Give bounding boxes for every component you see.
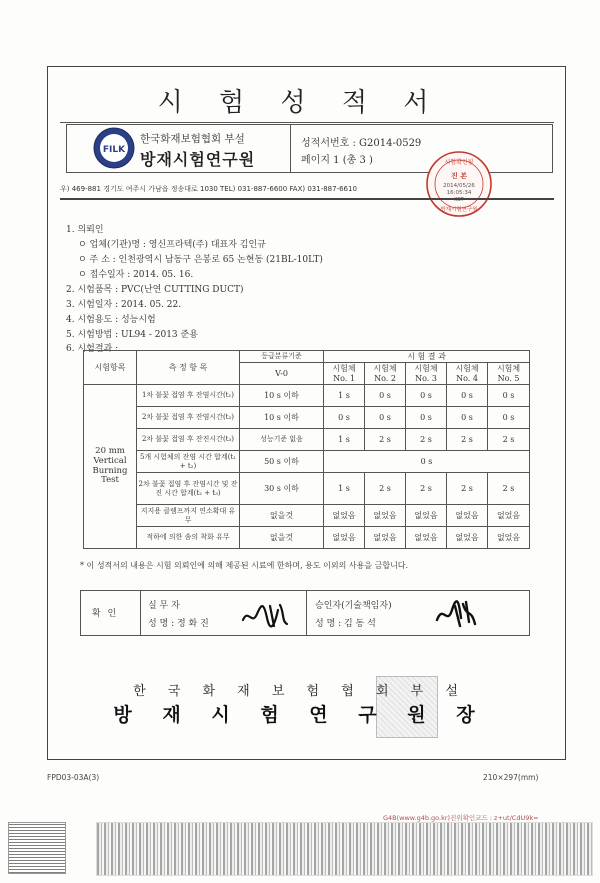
client-company: ㅇ 업체(기관)명 : 영신프라텍(주) 대표자 김인규 xyxy=(78,240,266,250)
result-cell: 0 s xyxy=(406,385,447,407)
seal-bottom-text: 방재시험연구원 xyxy=(440,207,478,213)
results-table xyxy=(83,350,530,549)
table-row xyxy=(84,429,530,451)
result-cell: 2 s xyxy=(488,429,530,451)
result-cell: 2 s xyxy=(447,429,488,451)
result-cell: 2 s xyxy=(365,429,406,451)
criterion-cell: 없을것 xyxy=(240,527,324,549)
table-row xyxy=(84,385,530,407)
table-row xyxy=(84,527,530,549)
measure-cell: 2차 불꽃 접염 후 잔염시간 및 잔진 시간 합계(t₂ + t₃) xyxy=(137,473,240,505)
result-cell: 0 s xyxy=(365,407,406,429)
result-cell: 없었음 xyxy=(447,505,488,527)
result-cell: 2 s xyxy=(488,473,530,505)
result-cell: 없었음 xyxy=(365,527,406,549)
section-method: 5. 시험방법 : UL94 - 2013 준용 xyxy=(66,330,198,340)
practitioner-label: 실 무 자 xyxy=(148,601,180,611)
header-grade-v0: V-0 xyxy=(240,363,324,385)
header-test-item: 시험항목 xyxy=(84,351,137,385)
barcode-2d-icon xyxy=(96,822,593,876)
section-date: 3. 시험일자 : 2014. 05. 22. xyxy=(66,300,182,310)
measure-cell: 적하에 의한 솜의 착화 유무 xyxy=(137,527,240,549)
seal-code-text: KST xyxy=(454,197,464,203)
seal-date-text: 2014/05/26 xyxy=(443,183,475,189)
section-item: 2. 시험품목 : PVC(난연 CUTTING DUCT) xyxy=(66,285,244,295)
criterion-cell: 30 s 이하 xyxy=(240,473,324,505)
result-cell: 2 s xyxy=(406,473,447,505)
result-cell: 없었음 xyxy=(406,505,447,527)
result-cell: 0 s xyxy=(447,385,488,407)
header-specimen: 시험체 No. 4 xyxy=(447,363,488,385)
measure-cell: 1차 불꽃 접염 후 잔염시간(t₁) xyxy=(137,385,240,407)
signature-divider xyxy=(306,590,307,636)
institution-director: 방 재 시 험 연 구 원 장 xyxy=(113,704,487,726)
criterion-cell: 없을것 xyxy=(240,505,324,527)
criterion-cell: 10 s 이하 xyxy=(240,385,324,407)
test-item-name: 20 mm Vertical Burning Test xyxy=(84,385,137,549)
practitioner-signature-icon xyxy=(240,600,290,630)
usage-notice: * 이 성적서의 내용은 시험 의뢰인에 의해 제공된 시료에 한하며, 용도 이외의 사용을 금합니다. xyxy=(80,561,409,570)
header-measure: 측 정 항 목 xyxy=(137,351,240,385)
logo-text: FILK xyxy=(102,145,126,155)
header-grade-criteria: 등급분류기준 xyxy=(240,351,324,363)
section-results: 6. 시험결과 : xyxy=(66,344,119,354)
measure-cell: 2차 불꽃 접염 후 잔진시간(t₃) xyxy=(137,429,240,451)
report-number: 성적서번호 : G2014-0529 xyxy=(301,138,422,149)
criterion-cell: 50 s 이하 xyxy=(240,451,324,473)
result-cell: 1 s xyxy=(324,473,365,505)
header-specimen: 시험체 No. 3 xyxy=(406,363,447,385)
result-cell: 없었음 xyxy=(488,527,530,549)
seal-top-text: 시험확인필 xyxy=(444,159,474,166)
title-divider xyxy=(60,122,554,123)
table-row xyxy=(84,451,530,473)
header-specimen: 시험체 No. 1 xyxy=(324,363,365,385)
form-code: FPD03-03A(3) xyxy=(47,773,100,782)
header-specimen: 시험체 No. 2 xyxy=(365,363,406,385)
approver-signature-icon xyxy=(433,598,479,630)
qr-code-icon xyxy=(8,822,66,874)
header-specimen: 시험체 No. 5 xyxy=(488,363,530,385)
result-cell: 1 s xyxy=(324,385,365,407)
page-number: 페이지 1 (총 3 ) xyxy=(301,155,373,166)
result-cell: 0 s xyxy=(488,407,530,429)
document-title: 시 험 성 적 서 xyxy=(157,88,443,118)
result-cell: 없었음 xyxy=(324,505,365,527)
signature-divider xyxy=(140,590,141,636)
result-cell: 없었음 xyxy=(488,505,530,527)
header-results: 시 험 결 과 xyxy=(324,351,530,363)
org-address: 우) 469-881 경기도 여주시 가남읍 정송대로 1030 TEL) 031-887-6600 FAX) 031-887-6610 xyxy=(60,185,357,193)
table-row xyxy=(84,407,530,429)
seal-time-text: 16:05:34 xyxy=(446,190,472,196)
table-row xyxy=(84,473,530,505)
result-cell: 0 s xyxy=(324,407,365,429)
practitioner-name: 성 명 : 정 화 진 xyxy=(148,619,209,629)
section-client: 1. 의뢰인 xyxy=(66,225,104,235)
client-address: ㅇ 주 소 : 인천광역시 남동구 은봉로 65 논현동 (21BL-10LT) xyxy=(78,255,323,265)
result-cell: 0 s xyxy=(488,385,530,407)
approver-label: 승인자(기술책임자) xyxy=(315,601,392,611)
result-cell: 없었음 xyxy=(447,527,488,549)
verification-seal-icon xyxy=(425,150,493,218)
result-cell: 없었음 xyxy=(365,505,406,527)
header-divider xyxy=(290,124,291,173)
result-cell: 2 s xyxy=(447,473,488,505)
result-cell: 없었음 xyxy=(324,527,365,549)
result-cell: 0 s xyxy=(447,407,488,429)
measure-cell: 지지용 클램프까지 연소확대 유무 xyxy=(137,505,240,527)
seal-mid-text: 진 본 xyxy=(451,172,467,180)
approver-name: 성 명 : 김 동 석 xyxy=(315,619,376,629)
institution-line1: 한 국 화 재 보 험 협 회 부 설 xyxy=(133,684,467,699)
result-cell: 0 s xyxy=(365,385,406,407)
address-divider xyxy=(60,198,554,200)
filk-logo-icon xyxy=(93,127,135,169)
org-name-small: 한국화재보험협회 부설 xyxy=(140,133,245,145)
confirm-label: 확 인 xyxy=(92,609,119,619)
measure-cell: 5개 시험체의 잔염 시간 합계(t₁ + t₂) xyxy=(137,451,240,473)
receipt-date: ㅇ 접수일자 : 2014. 05. 16. xyxy=(78,270,194,280)
measure-cell: 2차 불꽃 접염 후 잔염시간(t₂) xyxy=(137,407,240,429)
result-cell: 없었음 xyxy=(406,527,447,549)
result-cell: 2 s xyxy=(365,473,406,505)
criterion-cell: 10 s 이하 xyxy=(240,407,324,429)
result-cell: 0 s xyxy=(406,407,447,429)
result-cell: 2 s xyxy=(406,429,447,451)
result-cell: 1 s xyxy=(324,429,365,451)
table-row xyxy=(84,505,530,527)
result-cell-merged: 0 s xyxy=(324,451,530,473)
criterion-cell: 성능기준 없음 xyxy=(240,429,324,451)
paper-size: 210×297(mm) xyxy=(483,773,539,782)
verification-code: G4B(www.g4b.go.kr)진위확인코드 : z+ut/CdU9k= xyxy=(383,814,539,822)
section-purpose: 4. 시험용도 : 성능시험 xyxy=(66,315,156,325)
org-name-large: 방재시험연구원 xyxy=(140,150,256,169)
